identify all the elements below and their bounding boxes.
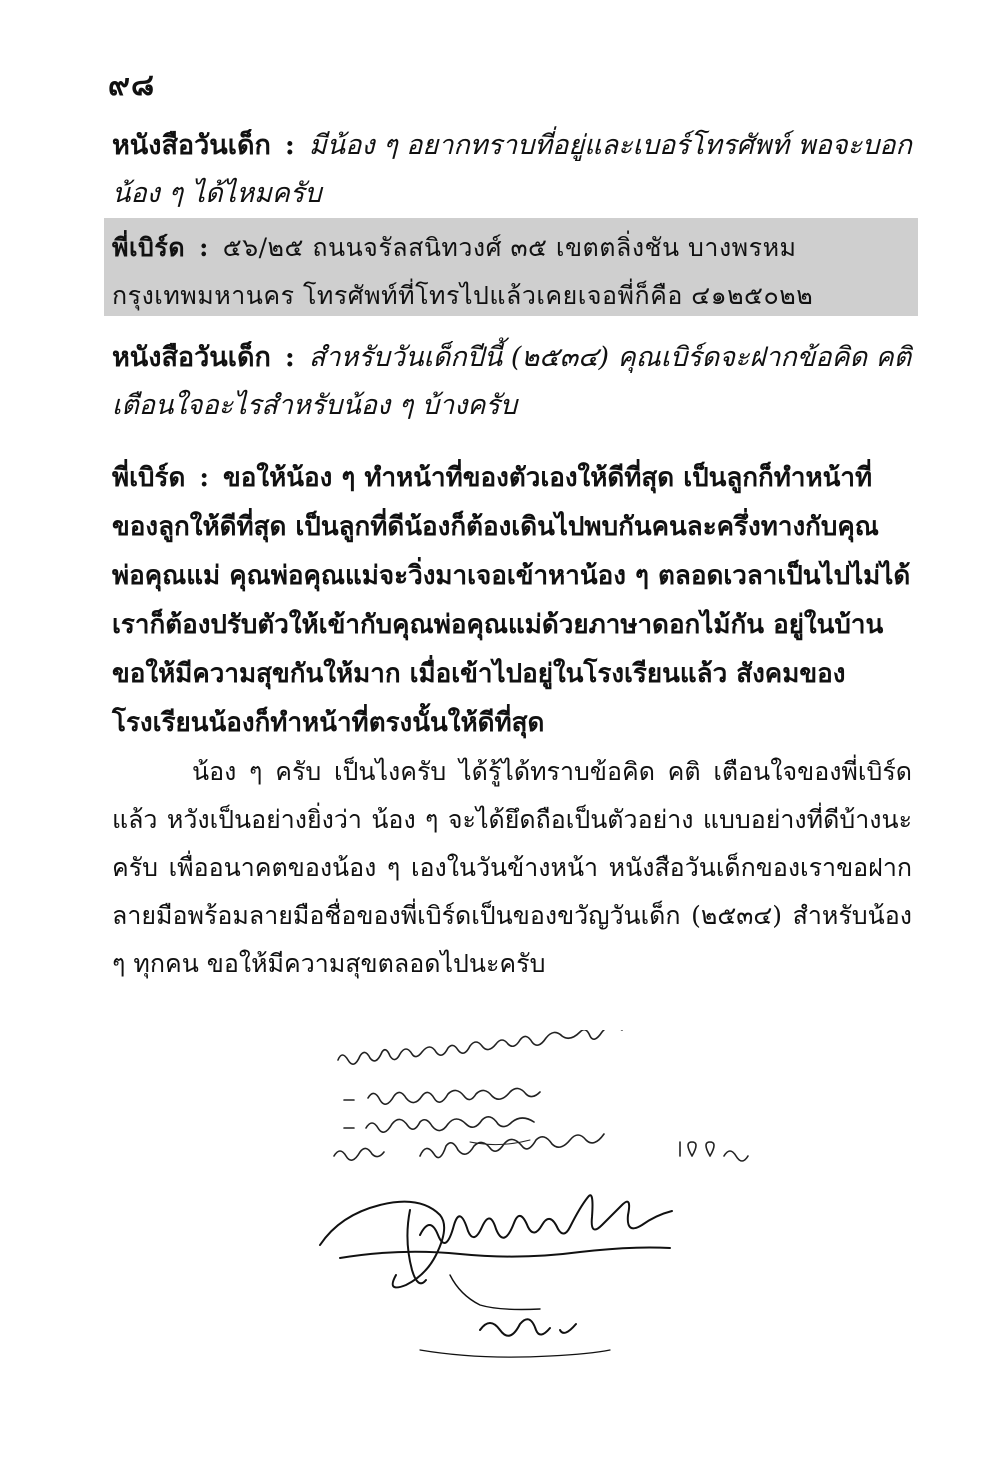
answer-2-text: ขอให้น้อง ๆ ทำหน้าที่ของตัวเองให้ดีที่สุด เป็นลูกก็ทำหน้าที่ของลูกให้ดีที่สุด เป็นลูกที่ดีน้องก็ต้องเดินไปพบกันคนละครึ่งทางกับคุณพ่อคุณแม่ คุณพ่อคุณแม่จะวิ่งมาเจอเข้าหาน้อง ๆ ตลอดเวลาเป็นไปไม่ได้ เราก็ต้องปรับตัวให้เข้ากับคุณพ่อคุณแม่ด้วยภาษาดอกไม้กัน อยู่ในบ้านขอให้มีความสุขกันให้มาก เมื่อเข้าไปอยู่ในโรงเรียนแล้ว สังคมของโรงเรียนน้องก็ทำหน้าที่ตรงนั้นให้ดีที่สุด	[112, 463, 911, 738]
closing-text: น้อง ๆ ครับ เป็นไงครับ ได้รู้ได้ทราบข้อคิด คติ เตือนใจของพี่เบิร์ดแล้ว หวังเป็นอย่างยิ่งว่า น้อง ๆ จะได้ยึดถือเป็นตัวอย่าง แบบอย่างที่ดีบ้างนะครับ เพื่ออนาคตของน้อง ๆ เองในวันข้างหน้า หนังสือวันเด็กของเราขอฝากลายมือพร้อมลายมือชื่อของพี่เบิร์ดเป็นของขวัญวันเด็ก (๒๕๓๔) สำหรับน้อง ๆ ทุกคน ขอให้มีความสุขตลอดไปนะครับ	[112, 757, 912, 978]
answer-1-text: ๕๖/๒๕ ถนนจรัลสนิทวงศ์ ๓๕ เขตตลิ่งชัน บางพรหม กรุงเทพมหานคร โทรศัพท์ที่โทรไปแล้วเคยเจอพี่ก็คือ ๔๑๒๕๐๒๒	[112, 233, 814, 310]
question-2-text: สำหรับวันเด็กปีนี้ (๒๕๓๔) คุณเบิร์ดจะฝากข้อคิด คติเตือนใจอะไรสำหรับน้อง ๆ บ้างครับ	[112, 342, 912, 421]
answer-2	[112, 454, 912, 748]
question-2-speaker: หนังสือวันเด็ก	[112, 342, 271, 373]
question-1-text: มีน้อง ๆ อยากทราบที่อยู่และเบอร์โทรศัพท์ พอจะบอกน้อง ๆ ได้ไหมครับ	[112, 130, 912, 209]
handwritten-note-and-signature	[300, 1030, 820, 1390]
signature	[320, 1195, 672, 1357]
answer-1-speaker: พี่เบิร์ด	[112, 233, 186, 262]
page-number: ๙๘	[108, 68, 156, 103]
answer-1-separator: :	[199, 233, 209, 262]
answer-1	[112, 224, 912, 320]
question-1-separator: :	[284, 130, 295, 161]
question-2	[112, 334, 912, 430]
question-2-separator: :	[284, 342, 295, 373]
question-1	[112, 122, 912, 218]
answer-2-separator: :	[199, 463, 209, 493]
handwritten-note	[334, 1030, 748, 1161]
question-1-speaker: หนังสือวันเด็ก	[112, 130, 271, 161]
closing-paragraph	[112, 748, 912, 988]
answer-2-speaker: พี่เบิร์ด	[112, 463, 186, 493]
